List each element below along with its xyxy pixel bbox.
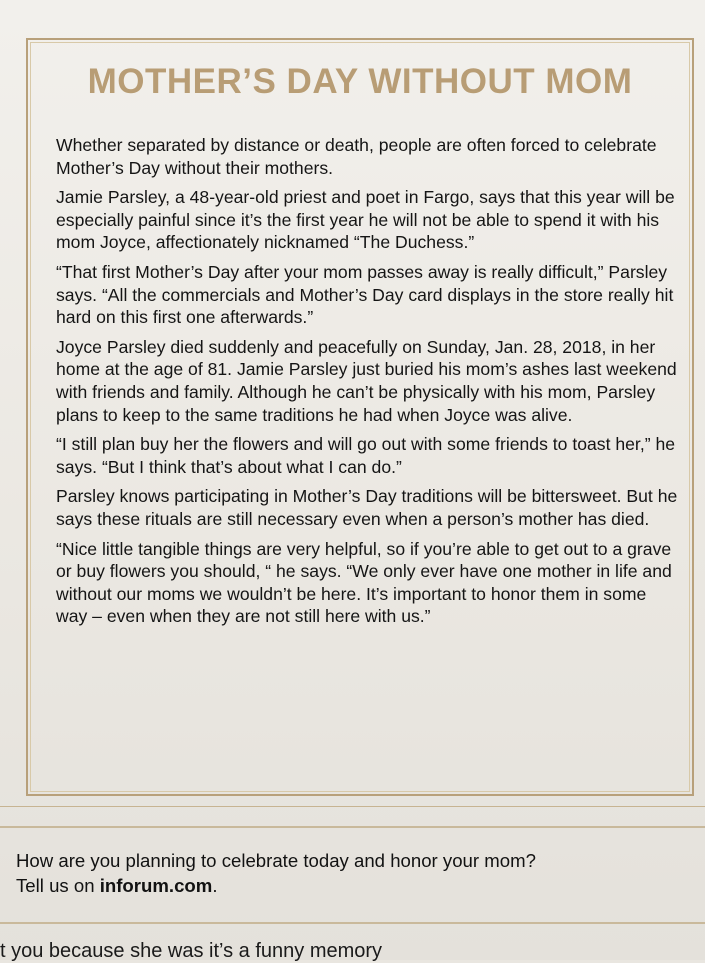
callout-question: How are you planning to celebrate today and honor your mom? [16, 850, 536, 871]
reader-callout-box [0, 826, 705, 924]
article-box [26, 38, 694, 796]
article-paragraph: Parsley knows participating in Mother’s Day traditions will be bittersweet. But he says these rituals are still necessary even when a person’s mother has died. [56, 486, 678, 529]
article-paragraph: Jamie Parsley, a 48-year-old priest and poet in Fargo, says that this year will be especially painful since it’s the first year he will not be able to spend it with his mom Joyce, affectionately nicknamed “The Duchess.” [56, 187, 675, 253]
section-divider [0, 806, 705, 807]
callout-prompt: Tell us on [16, 875, 100, 896]
callout-prompt-line [16, 873, 696, 898]
callout-suffix: . [212, 875, 218, 896]
article-paragraph: Whether separated by distance or death, people are often forced to celebrate Mother’s Day without their mothers. [56, 135, 657, 178]
inforum-link[interactable]: inforum.com [99, 875, 213, 896]
article-headline: MOTHER’S DAY WITHOUT MOM [87, 62, 633, 101]
article-paragraph: “That first Mother’s Day after your mom passes away is really difficult,” Parsley says. “All the commercials and Mother’s Day card displays in the store really hit hard on this first one afterwards.” [56, 261, 674, 328]
reader-callout-text [16, 848, 696, 898]
article-paragraph: “Nice little tangible things are very helpful, so if you’re able to get out to a grave or buy flowers you should, “ he says. “We only ever have one mother in life and without our moms we wouldn’t be here. It’s important to honor them in some way – even when they are not still here with us.” [56, 538, 672, 627]
article-paragraph: Joyce Parsley died suddenly and peacefully on Sunday, Jan. 28, 2018, in her home at the age of 81. Jamie Parsley just buried his mom’s ashes last weekend with friends and family. Although he can’t be physically with his mom, Parsley plans to keep to the same traditions he had when Joyce was alive. [56, 336, 677, 425]
cut-off-text-line: t you because she was it’s a funny memory [0, 940, 383, 962]
article-paragraph: “I still plan buy her the flowers and will go out with some friends to toast her,” he says. “But I think that’s about what I can do.” [56, 434, 676, 477]
article-body [56, 134, 681, 635]
